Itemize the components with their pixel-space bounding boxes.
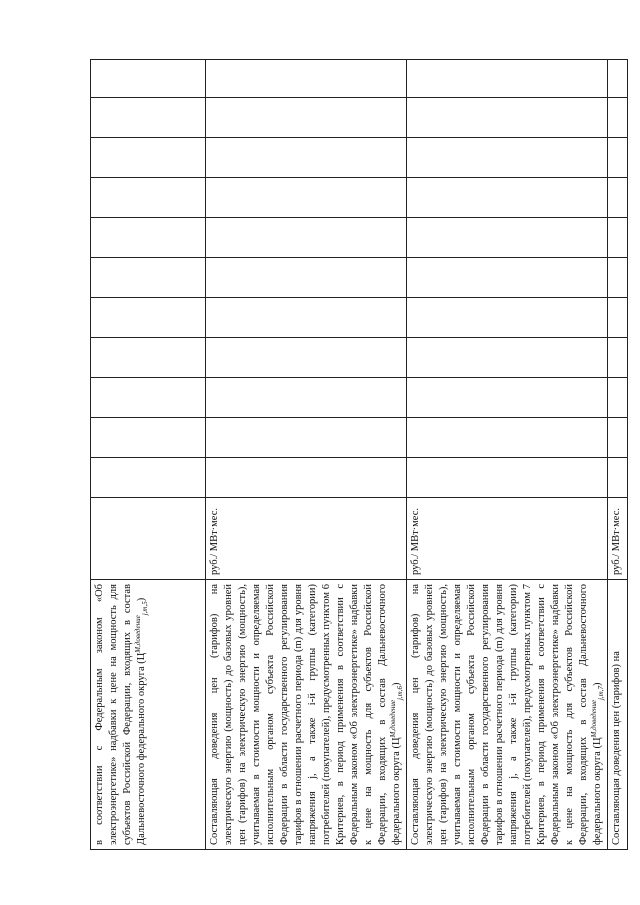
- row-description: Составляющая доведения цен (тарифов) на электрическую энергию (мощность) до базовых уровней цен (тарифов) на электрическую энергию (мощность), учитываемая в стоимости мощности и определяемая исполнительным органом субъекта Российской Федерации в области государственного регулирования тарифов в отношении расчетного периода (m) для уровня напряжения j, а также i-й группы (категории) потребителей (покупателей), предусмотренных пунктом 7 Критериев, в период применения в соответствии с Федеральным законом «Об электроэнергетике» надбавки к цене на мощность для субъектов Российской Федерации, входящих в состав Дальневосточного федерального округа $(Ц^{М,доведение}_{j,m,7})$: [407, 580, 608, 850]
- value-cell: [608, 378, 628, 418]
- value-cell: [206, 218, 407, 258]
- value-cell: [91, 298, 206, 338]
- value-cell: [608, 458, 628, 498]
- value-cell: [407, 418, 608, 458]
- value-cell: [407, 98, 608, 138]
- value-cell: [206, 258, 407, 298]
- table-row: [608, 60, 628, 850]
- value-cell: [608, 138, 628, 178]
- value-cell: [407, 378, 608, 418]
- price-symbol: $^{М,доведение}_{j,m,7}$: [590, 686, 605, 738]
- table-row: [407, 60, 608, 850]
- value-cell: [407, 60, 608, 98]
- value-cell: [608, 218, 628, 258]
- value-cell: [407, 138, 608, 178]
- table-row: [91, 60, 206, 850]
- value-cell: [608, 418, 628, 458]
- tariff-table: [90, 59, 628, 850]
- value-cell: [608, 258, 628, 298]
- value-cell: [407, 458, 608, 498]
- value-cell: [608, 98, 628, 138]
- value-cell: [91, 418, 206, 458]
- value-cell: [206, 98, 407, 138]
- value-cell: [206, 458, 407, 498]
- row-unit: руб./ МВт·мес.: [206, 498, 407, 580]
- value-cell: [206, 418, 407, 458]
- price-symbol: $^{М,доведение}_{j,m,5}$: [134, 601, 149, 653]
- row-description: Составляющая доведения цен (тарифов) на: [608, 580, 628, 850]
- value-cell: [91, 258, 206, 298]
- value-cell: [91, 218, 206, 258]
- row-unit: руб./ МВт·мес.: [608, 498, 628, 580]
- price-symbol: $^{М,доведение}_{j,m,6}$: [389, 686, 404, 738]
- value-cell: [407, 218, 608, 258]
- table-row: [206, 60, 407, 850]
- value-cell: [206, 338, 407, 378]
- value-cell: [91, 378, 206, 418]
- value-cell: [91, 138, 206, 178]
- value-cell: [206, 298, 407, 338]
- value-cell: [608, 178, 628, 218]
- value-cell: [407, 258, 608, 298]
- value-cell: [91, 458, 206, 498]
- value-cell: [91, 98, 206, 138]
- value-cell: [407, 178, 608, 218]
- row-unit: [91, 498, 206, 580]
- value-cell: [206, 178, 407, 218]
- value-cell: [91, 178, 206, 218]
- value-cell: [206, 60, 407, 98]
- rotated-table-sheet: [90, 60, 622, 850]
- row-description: в соответствии с Федеральным законом «Об электроэнергетике» надбавки к цене на мощность для субъектов Российской Федерации, входящих в состав Дальневосточного федерального округа $(Ц^{М,доведение}_{j,m,5})$: [91, 580, 206, 850]
- value-cell: [407, 338, 608, 378]
- value-cell: [407, 298, 608, 338]
- value-cell: [608, 338, 628, 378]
- row-unit: руб./ МВт·мес.: [407, 498, 608, 580]
- value-cell: [608, 60, 628, 98]
- value-cell: [91, 60, 206, 98]
- value-cell: [91, 338, 206, 378]
- row-description: Составляющая доведения цен (тарифов) на электрическую энергию (мощность) до базовых уровней цен (тарифов) на электрическую энергию (мощность), учитываемая в стоимости мощности и определяемая исполнительным органом субъекта Российской Федерации в области государственного регулирования тарифов в отношении расчетного периода (m) для уровня напряжения j, а также i-й группы (категории) потребителей (покупателей), предусмотренных пунктом 6 Критериев, в период применения в соответствии с Федеральным законом «Об электроэнергетике» надбавки к цене на мощность для субъектов Российской Федерации, входящих в состав Дальневосточного федерального округа $(Ц^{М,доведение}_{j,m,6})$: [206, 580, 407, 850]
- value-cell: [608, 298, 628, 338]
- value-cell: [206, 138, 407, 178]
- value-cell: [206, 378, 407, 418]
